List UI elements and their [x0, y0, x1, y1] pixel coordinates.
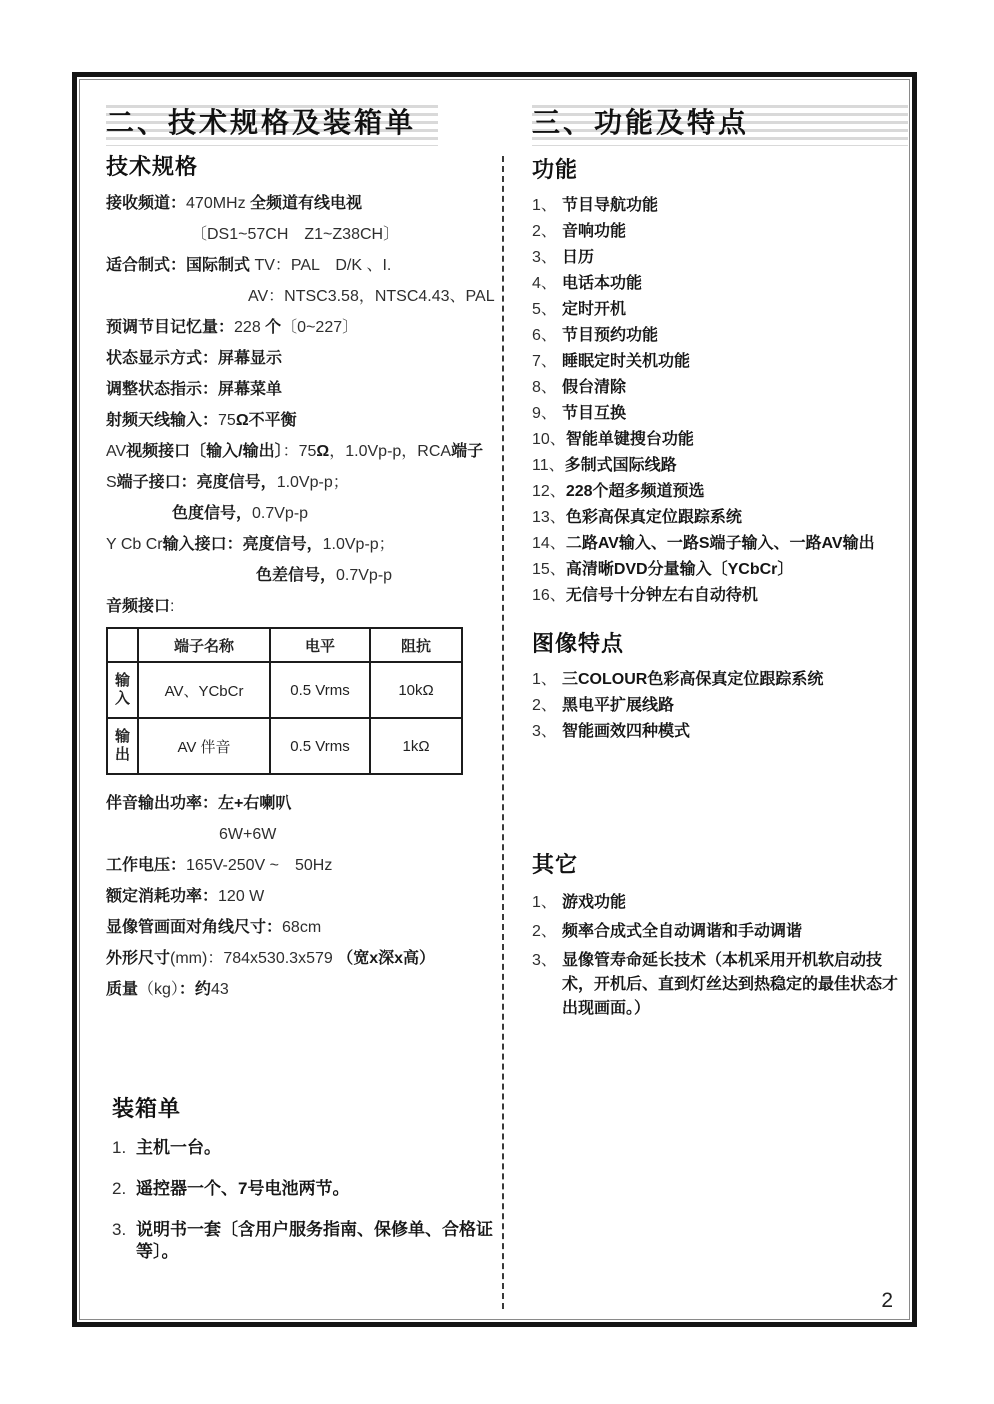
list-item	[532, 534, 908, 554]
list-item	[532, 508, 908, 528]
image-features-heading: 图像特点	[532, 631, 625, 656]
list-item	[532, 891, 908, 915]
page-number: 2	[881, 1289, 893, 1312]
spec-line: AV视频接口〔输入/输出〕：75Ω，1.0Vp-p，RCA端子	[106, 443, 484, 460]
spec-line: 外形尺寸(mm)：784x530.3x579 （宽x深x高）	[106, 950, 436, 967]
list-item-number: 1.	[112, 1138, 127, 1157]
functions-heading: 功能	[532, 157, 579, 182]
list-item	[532, 248, 908, 268]
list-item	[532, 456, 908, 476]
list-item-number: 1、	[532, 894, 557, 911]
list-item-text: 节目导航功能	[562, 197, 659, 214]
table-header-row	[107, 628, 462, 662]
list-item	[532, 949, 908, 1021]
list-item-text: 高清晰DVD分量输入〔YCbCr〕	[565, 561, 794, 578]
list-item-text: 228个超多频道预选	[565, 483, 705, 500]
list-item-number: 15、	[532, 561, 566, 578]
right-section-title: 三、功能及特点	[532, 107, 750, 138]
list-item-text: 频率合成式全自动调谐和手动调谐	[562, 923, 803, 940]
image-features-list	[532, 670, 908, 742]
table-header-blank	[107, 628, 138, 662]
table-row	[107, 718, 462, 774]
list-item-text: 智能画效四种模式	[562, 723, 691, 740]
list-item-number: 2、	[532, 923, 557, 940]
list-item	[532, 326, 908, 346]
other-heading: 其它	[532, 852, 579, 877]
list-item-text: 主机一台。	[136, 1138, 221, 1157]
list-item-number: 9、	[532, 405, 557, 422]
specs-heading: 技术规格	[106, 154, 199, 179]
list-item	[532, 482, 908, 502]
spec-line: AV：NTSC3.58，NTSC4.43、PAL	[248, 288, 495, 305]
list-item-text: 多制式国际线路	[564, 457, 677, 474]
list-item-text: 智能单键搜台功能	[565, 431, 694, 448]
list-item-number: 13、	[532, 509, 566, 526]
list-item-number: 1、	[532, 197, 557, 214]
list-item-text: 定时开机	[562, 301, 627, 318]
spec-line: 〔DS1~57CH Z1~Z38CH〕	[191, 226, 400, 243]
list-item	[532, 696, 908, 716]
list-item-text: 说明书一套〔含用户服务指南、保修单、合格证等〕。	[136, 1220, 493, 1261]
list-item-text: 黑电平扩展线路	[562, 697, 675, 714]
list-item	[532, 560, 908, 580]
list-item-number: 2.	[112, 1179, 127, 1198]
table-cell-impedance: 10kΩ	[370, 662, 462, 718]
packing-list-section	[112, 1088, 506, 1282]
right-column	[532, 100, 908, 1017]
table-header-level: 电平	[270, 628, 370, 662]
page-border	[72, 72, 917, 1327]
table-cell-direction: 输出	[107, 718, 138, 774]
list-item-number: 4、	[532, 275, 557, 292]
list-item-number: 2、	[532, 223, 557, 240]
list-item-number: 3、	[532, 723, 557, 740]
spec-line: 射频天线输入：75Ω不平衡	[106, 412, 297, 429]
list-item	[532, 222, 908, 242]
page-inner-border	[79, 79, 910, 1320]
spec-line: 调整状态指示：屏幕菜单	[106, 381, 283, 398]
list-item-number: 1、	[532, 671, 557, 688]
list-item-number: 7、	[532, 353, 557, 370]
left-section-title: 二、技术规格及装箱单	[106, 107, 417, 138]
list-item-text: 节目预约功能	[562, 327, 659, 344]
table-cell-terminal: AV 伴音	[138, 718, 270, 774]
spec-line: S端子接口：亮度信号，1.0Vp-p；	[106, 474, 349, 491]
list-item-text: 电话本功能	[562, 275, 643, 292]
list-item-text: 音响功能	[562, 223, 627, 240]
spec-line: 音频接口:	[106, 598, 175, 615]
image-features-section	[532, 623, 908, 748]
packing-heading: 装箱单	[112, 1096, 182, 1121]
spec-line: 6W+6W	[219, 826, 277, 843]
spec-line: 色差信号，0.7Vp-p	[256, 567, 393, 584]
left-column	[106, 100, 506, 1261]
list-item-number: 14、	[532, 535, 566, 552]
list-item-text: 假台清除	[562, 379, 627, 396]
table-row	[107, 662, 462, 718]
table-header-terminal: 端子名称	[138, 628, 270, 662]
spec-line: 显像管画面对角线尺寸：68cm	[106, 919, 322, 936]
list-item-number: 5、	[532, 301, 557, 318]
list-item	[532, 920, 908, 944]
spec-line: Y Cb Cr输入接口：亮度信号，1.0Vp-p；	[106, 536, 395, 553]
list-item	[532, 352, 908, 372]
list-item	[112, 1137, 506, 1159]
list-item	[112, 1219, 506, 1263]
list-item-text: 睡眠定时关机功能	[562, 353, 691, 370]
functions-list	[532, 196, 908, 606]
list-item-text: 色彩高保真定位跟踪系统	[565, 509, 742, 526]
other-section	[532, 844, 908, 1026]
spec-line: 伴音输出功率：左+右喇叭	[106, 795, 292, 812]
list-item-number: 6、	[532, 327, 557, 344]
list-item-number: 3、	[532, 952, 557, 969]
other-list	[532, 891, 908, 1021]
list-item-number: 2、	[532, 697, 557, 714]
list-item	[532, 404, 908, 424]
list-item-text: 无信号十分钟左右自动待机	[565, 587, 758, 604]
list-item-number: 3.	[112, 1220, 127, 1239]
list-item	[532, 274, 908, 294]
list-item-text: 日历	[562, 249, 595, 266]
list-item-text: 遥控器一个、7号电池两节。	[136, 1179, 350, 1198]
packing-items	[112, 1137, 506, 1263]
list-item-text: 二路AV输入、一路S端子输入、一路AV输出	[565, 535, 875, 552]
list-item	[532, 670, 908, 690]
spec-line: 适合制式：国际制式 TV：PAL D/K 、I.	[106, 257, 392, 274]
list-item-number: 12、	[532, 483, 566, 500]
spec-line: 质量（kg）：约43	[106, 981, 229, 998]
list-item-number: 8、	[532, 379, 557, 396]
table-cell-level: 0.5 Vrms	[270, 662, 370, 718]
table-header-impedance: 阻抗	[370, 628, 462, 662]
table-cell-level: 0.5 Vrms	[270, 718, 370, 774]
table-cell-impedance: 1kΩ	[370, 718, 462, 774]
specs-bottom-list	[106, 793, 506, 1000]
list-item-text: 显像管寿命延长技术（本机采用开机软启动技术，开机后、直到灯丝达到热稳定的最佳状态才出现画面。）	[562, 952, 899, 1017]
list-item	[532, 586, 908, 606]
list-item-text: 游戏功能	[562, 894, 627, 911]
list-item-text: 节目互换	[562, 405, 627, 422]
list-item-number: 3、	[532, 249, 557, 266]
functions-section	[532, 149, 908, 612]
list-item	[532, 300, 908, 320]
audio-interface-table	[106, 627, 463, 775]
right-title-band	[532, 100, 908, 146]
table-cell-terminal: AV、YCbCr	[138, 662, 270, 718]
spec-line: 状态显示方式：屏幕显示	[106, 350, 283, 367]
spec-line: 工作电压：165V-250V ~ 50Hz	[106, 857, 333, 874]
spec-line: 接收频道：470MHz 全频道有线电视	[106, 195, 363, 212]
list-item-text: 三COLOUR色彩高保真定位跟踪系统	[562, 671, 824, 688]
list-item	[532, 196, 908, 216]
list-item-number: 16、	[532, 587, 566, 604]
left-title-band	[106, 100, 438, 146]
specs-top-list	[106, 193, 506, 617]
list-item-number: 11、	[532, 457, 565, 474]
list-item-number: 10、	[532, 431, 566, 448]
list-item	[532, 430, 908, 450]
list-item	[532, 722, 908, 742]
table-cell-direction: 输入	[107, 662, 138, 718]
spec-line: 预调节目记忆量：228 个〔0~227〕	[106, 319, 359, 336]
list-item	[112, 1178, 506, 1200]
list-item	[532, 378, 908, 398]
audio-table-body	[107, 662, 462, 774]
spec-line: 额定消耗功率：120 W	[106, 888, 265, 905]
spec-line: 色度信号，0.7Vp-p	[172, 505, 309, 522]
